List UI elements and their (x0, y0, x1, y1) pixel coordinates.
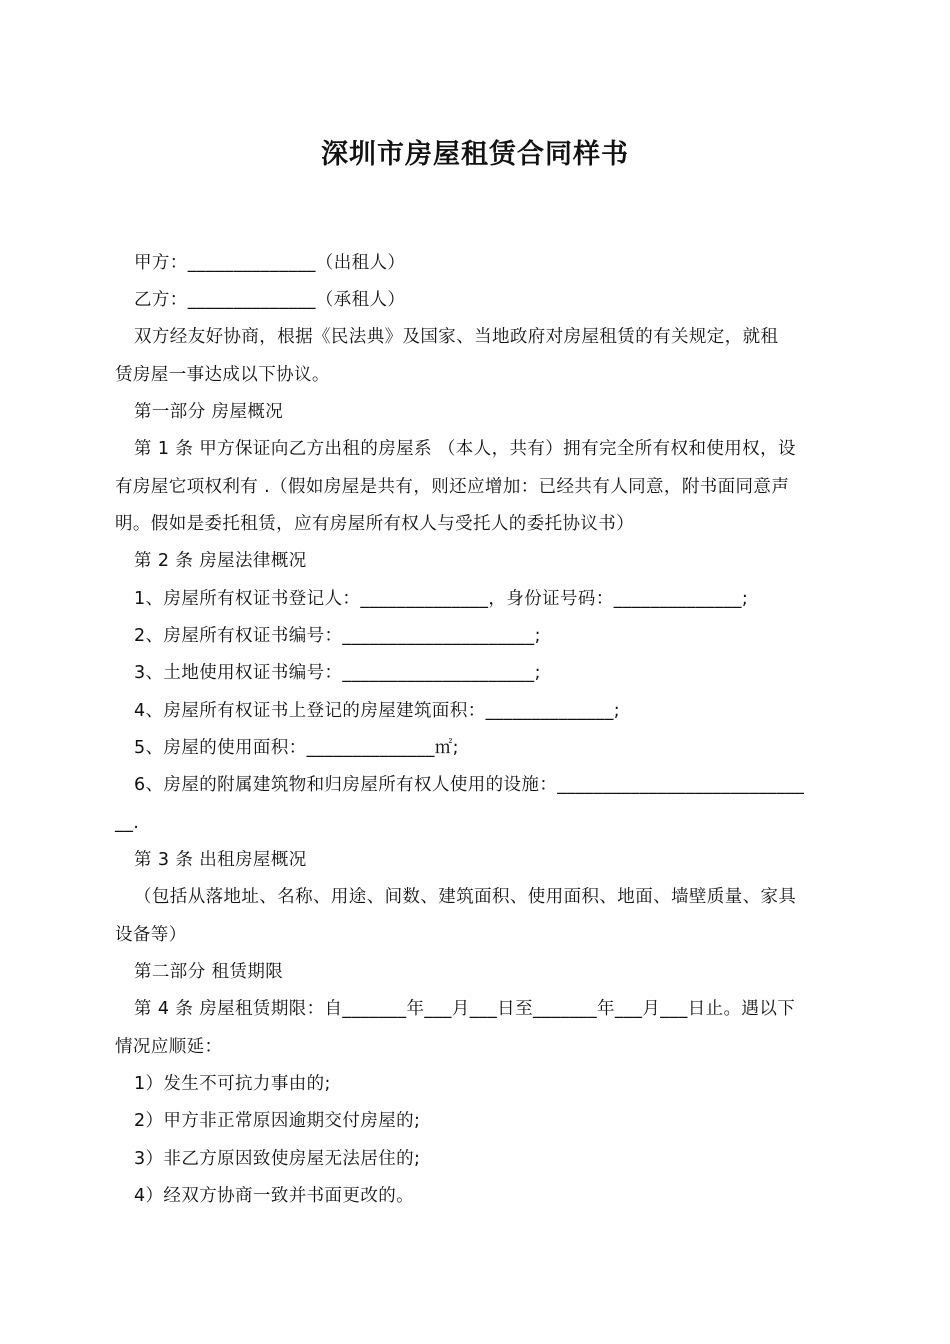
document-title: 深圳市房屋租赁合同样书 (321, 139, 629, 170)
article-2-item-4: 4、房屋所有权证书上登记的房屋建筑面积：______________; (134, 701, 621, 721)
extension-item-1: 1）发生不可抗力事由的; (134, 1074, 331, 1094)
preamble-line-2: 赁房屋一事达成以下协议。 (115, 365, 330, 385)
article-4-line-2: 情况应顺延： (115, 1037, 223, 1057)
article-3-heading: 第 3 条 出租房屋概况 (134, 850, 307, 870)
extension-item-3: 3）非乙方原因致使房屋无法居住的; (134, 1149, 421, 1169)
article-2-item-3: 3、土地使用权证书编号：_____________________; (134, 663, 541, 683)
article-2-item-1: 1、房屋所有权证书登记人：______________，身份证号码：______________; (134, 589, 749, 609)
article-3-line-2: 设备等） (115, 925, 187, 945)
article-2-item-6: 6、房屋的附属建筑物和归房屋所有权人使用的设施：___________________________ (134, 775, 805, 795)
party-b-line: 乙方：______________（承租人） (134, 290, 406, 310)
article-2-item-5: 5、房屋的使用面积：______________㎡; (134, 738, 459, 758)
article-1-line-3: 明。假如是委托租赁，应有房屋所有权人与受托人的委托协议书） (115, 514, 635, 534)
part-one-heading: 第一部分 房屋概况 (134, 402, 284, 422)
article-1-line-2: 有房屋它项权利有 .（假如房屋是共有，则还应增加：已经共有人同意，附书面同意声 (115, 477, 790, 497)
part-two-heading: 第二部分 租赁期限 (134, 962, 284, 982)
extension-item-2: 2）甲方非正常原因逾期交付房屋的; (134, 1111, 421, 1131)
article-2-item-6-cont: __. (115, 813, 140, 833)
article-1-line-1: 第 1 条 甲方保证向乙方出租的房屋系 （本人，共有）拥有完全所有权和使用权，设 (134, 439, 796, 459)
article-3-line-1: （包括从落地址、名称、用途、间数、建筑面积、使用面积、地面、墙壁质量、家具 (134, 887, 797, 907)
extension-item-4: 4）经双方协商一致并书面更改的。 (134, 1186, 415, 1206)
article-2-heading: 第 2 条 房屋法律概况 (134, 551, 307, 571)
party-a-line: 甲方：______________（出租人） (134, 253, 406, 273)
article-4-line-1: 第 4 条 房屋租赁期限：自_______年___月___日至_______年___月___日止。遇以下 (134, 999, 796, 1019)
preamble-line-1: 双方经友好协商，根据《民法典》及国家、当地政府对房屋租赁的有关规定，就租 (134, 327, 779, 347)
article-2-item-2: 2、房屋所有权证书编号：_____________________; (134, 626, 541, 646)
